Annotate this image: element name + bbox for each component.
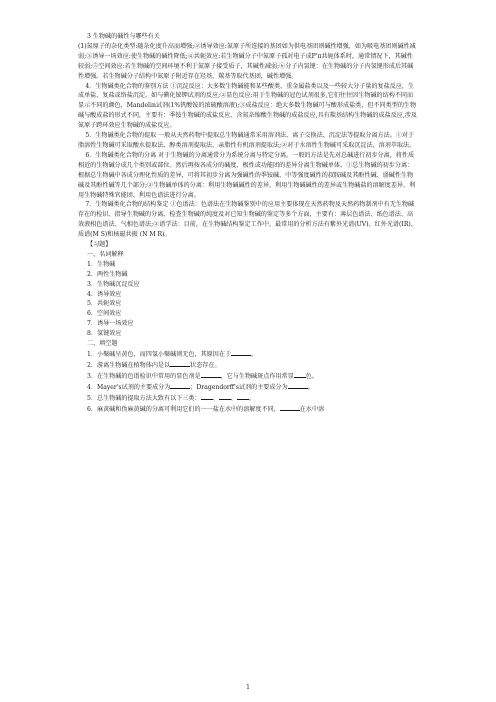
term-item: 8．氢键效应 [87,330,122,338]
exercise-label: 【习题】 [87,241,112,249]
answer-blank[interactable] [294,371,306,378]
fill-question-2: 2．游离生物碱在植物体内是以 状态存在。 [87,361,221,369]
term-item: 3．生物碱沉淀反应 [87,280,140,288]
paragraph-extraction: 5．生物碱类化合物的提取 一般从天然药物中提取总生物碱通常采用溶剂法、离子交换法、沉淀法等提取分离方法。①对于脂溶性生物碱可采取酸水提取法、醇类溶剂提取法、亲脂性有机溶剂提取法;②对于水溶性生物碱可采取沉淀法、溶剂萃取法。 [78,132,416,149]
section-3-body: (1)氮原子的杂化类型:随杂化度升高而增强;②诱导效应:氮原子所连接的基团如为供电基团则碱性增强，如为吸电基团则碱性减弱;③诱导一场效应:使生物碱的碱性降低;④共轭效应:若生物碱分子中氮原子孤对电子成P'π共轭体系时，通常情况下，其碱性较弱;⑤空间效应:若生物碱的空间环境不利于氮原子接受质子，其碱性减弱;⑥分子内氢键：在生物碱的分子内氢键形成后其碱性增强。若生物碱分子结构中氮原子附近存在羟基、羰基等取代基团，碱性增强。 [78,42,416,80]
part-2-title: 二、填空题 [87,340,118,348]
part-1-title: 一、名词解释 [87,250,124,258]
term-item: 5．共轭效应 [87,300,122,308]
paragraph-identification: 4．生物碱类化合物的鉴别方法 ①沉淀反应：大多数生物碱能和某些酸类、重金属盐类以及一些较大分子量的复盐反应，生成单盐、复盐或络盐沉淀。如与碘化铋钾试剂的反应;②显色反应:用于生物碱的冠色试剂很多,它们往往因生物碱的结构不同而显示不同的颜色，Mandelin试剂(1%钒酸铵的浓硫酸溶液);③成盐反应：绝大多数生物碱可与酸形成盐类，但不同类型的生物碱与酸成盐的形式不同，主要有：季铵生物碱的成盐反应、含氮杂缩酸生物碱的成盐反应,具有羰基结构生物碱的成盐反应,涉及氮原子跨环效应生物碱的成盐反应。 [78,82,418,130]
answer-blank[interactable] [201,393,213,400]
paragraph-structure: 7．生物碱类化合物的结构鉴定 ①色谱法：色谱法在生物碱鉴别中的应用主要体现在天然药物及天然药物制剂中有无生物碱存在的检识、指导生物碱的分离、检查生物碱的纯度及对已知生物碱的鉴定等多个方面，主要有：薄层色谱法、纸色谱法、高效液相色谱法、气相色谱法;②谱学法：目前，在生物碱结构鉴定工作中，最常用的分析方法有紫外光谱(UV)、红外光谱(IR)、质谱(M S)和核磁共振 (N M R)。 [78,201,417,239]
document-body [78,32,418,414]
paragraph-separation: 6．生物碱类化合物的分离 对于生物碱的分离通常分为系统分离与特定分离。一般的方法是先对总碱进行初步分离，将性质相近的生物碱分成几个类别或部位。然后再按各成分的碱度、极性或功能团的差异分离生物碱单体。①总生物碱的初步分离：根据总生物碱中各成分理化性质的差异，可将其初步分离为强碱性的季铵碱、中等强度碱性的叔胺碱及其酚性碱、弱碱性生物碱及其酚性碱等几个部分;②生物碱单体的分离：利用生物碱碱性的差异、利用生物碱碱性的差异或生物碱盐的溶解度差异、利用生物碱特殊官能团、利用色谱法进行分离。 [78,151,416,199]
fill-question-3: 3．在生物碱的色谱检识中常用的显色剂是 ，它与生物碱斑点作用常显 色。 [87,372,318,380]
term-item: 4．诱导效应 [87,290,122,298]
term-item: 1．生物碱 [87,260,116,268]
section-3-title: 3 生物碱的碱性与哪些有关 [87,33,160,40]
answer-blank[interactable] [170,360,190,367]
answer-blank[interactable] [231,349,251,356]
term-item: 2．两性生物碱 [87,270,128,278]
fill-question-4: 4．Mayer's试剂的主要成分为 ；Dragendorff's试剂的主要成分为 。 [87,383,314,391]
fill-question-1: 1．小檗碱呈黄色，而四氢小檗碱则无色，其原因在于 。 [87,351,258,358]
fill-question-5: 5．总生物碱的提取方法大致有以下三类： 、 、 。 [87,394,255,402]
fill-question-6: 6．麻黄碱和伪麻黄碱的分离可利用它们的一一盐在水中的溶解度不同， 在水中溶 [87,405,325,413]
answer-blank[interactable] [219,393,231,400]
term-item: 6．空间效应 [87,310,122,318]
answer-blank[interactable] [201,371,221,378]
answer-blank[interactable] [288,382,308,389]
page-number: 1 [246,684,250,691]
answer-blank[interactable] [237,393,249,400]
answer-blank[interactable] [170,382,190,389]
term-item: 7．诱导一场效应 [87,320,134,328]
answer-blank[interactable] [280,404,300,411]
